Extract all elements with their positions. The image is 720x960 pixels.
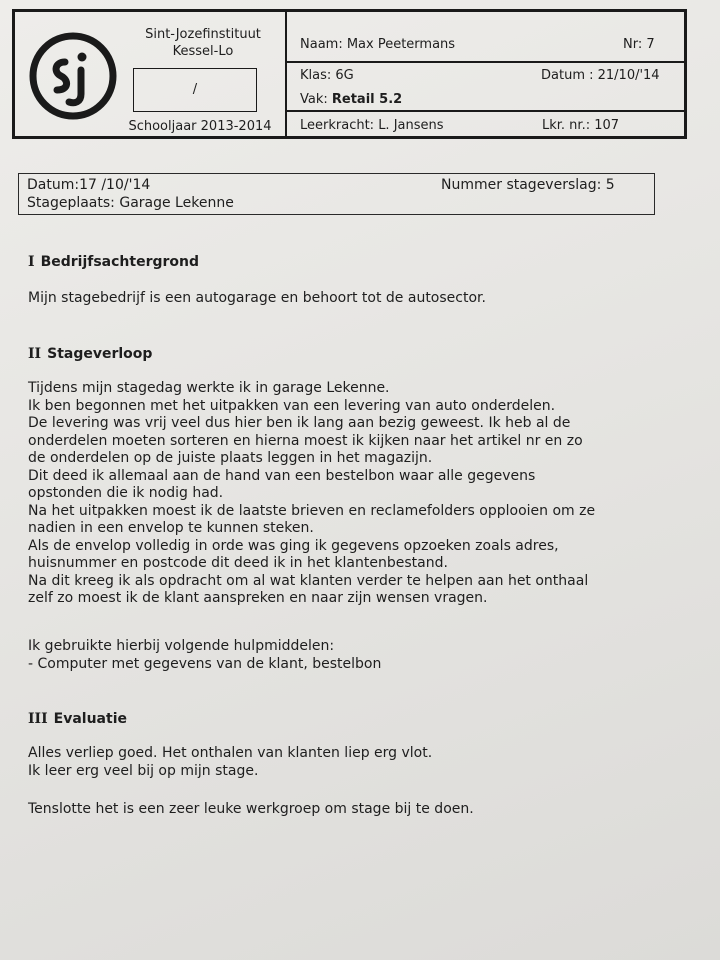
section-number: I	[28, 254, 35, 270]
text-line: Als de envelop volledig in orde was ging ik gegevens opzoeken zoals adres,	[28, 537, 559, 554]
class-label: Klas: 6G	[300, 68, 354, 83]
section-title-evaluatie	[28, 711, 127, 727]
student-name: Naam: Max Peetermans	[300, 37, 456, 52]
text-line: nadien in een envelop te kunnen steken.	[28, 520, 314, 536]
text-line: opstonden die ik nodig had.	[28, 485, 224, 501]
section-title-text: Evaluatie	[53, 711, 127, 727]
text-line: zelf zo moest ik de klant aanspreken en naar zijn wensen vragen.	[28, 590, 488, 606]
paragraph-closing	[28, 801, 474, 819]
slash-box: /	[133, 68, 257, 112]
header-row-divider	[287, 61, 684, 63]
text-line: Alles verliep goed. Het onthalen van klanten liep erg vlot.	[28, 745, 433, 761]
header-row-divider	[287, 110, 684, 112]
text-line: Tenslotte het is een zeer leuke werkgroep om stage bij te doen.	[28, 801, 474, 817]
section-title-stageverloop	[28, 346, 152, 362]
teacher: Leerkracht: L. Jansens	[300, 118, 444, 133]
text-line: Ik gebruikte hierbij volgende hulpmiddelen:	[28, 638, 335, 654]
teacher-number: Lkr. nr.: 107	[542, 118, 620, 133]
text-line: Na dit kreeg ik als opdracht om al wat klanten verder te helpen aan het onthaal	[28, 572, 589, 589]
school-logo-icon	[29, 32, 117, 120]
text-line: - Computer met gegevens van de klant, bestelbon	[28, 655, 382, 672]
text-line: huisnummer en postcode dit deed ik in het klantenbestand.	[28, 555, 448, 571]
paragraph-bedrijfsachtergrond	[28, 290, 486, 308]
paragraph-evaluatie	[28, 745, 432, 780]
section-title-bedrijfsachtergrond	[28, 254, 199, 270]
stage-place: Stageplaats: Garage Lekenne	[27, 195, 234, 211]
header-divider	[285, 12, 287, 136]
text-line: Ik leer erg veel bij op mijn stage.	[28, 762, 259, 779]
school-name-line2: Kessel-Lo	[172, 44, 234, 59]
student-number: Nr: 7	[623, 37, 655, 52]
paragraph-stageverloop	[28, 380, 595, 608]
school-name-line1: Sint-Jozefinstituut	[145, 27, 261, 42]
text-line: Tijdens mijn stagedag werkte ik in garage Lekenne.	[28, 380, 390, 396]
subject-label: Vak:	[300, 92, 332, 107]
subject-value: Retail 5.2	[331, 92, 403, 107]
section-number: III	[28, 711, 48, 727]
text-line: De levering was vrij veel dus hier ben ik lang aan bezig geweest. Ik heb al de	[28, 415, 571, 431]
section-title-text: Stageverloop	[47, 346, 153, 362]
text-line: Ik ben begonnen met het uitpakken van een levering van auto onderdelen.	[28, 397, 556, 414]
subject	[300, 92, 402, 107]
stage-date: Datum:17 /10/'14	[27, 177, 151, 193]
text-line: Mijn stagebedrijf is een autogarage en behoort tot de autosector.	[28, 290, 486, 306]
text-line: de onderdelen op de juiste plaats leggen in het magazijn.	[28, 450, 433, 466]
paragraph-hulpmiddelen	[28, 638, 381, 673]
school-name	[123, 26, 283, 60]
stage-info-box	[18, 173, 655, 215]
section-number: II	[28, 346, 42, 362]
schoolyear: Schooljaar 2013-2014	[128, 119, 272, 134]
document-header	[12, 9, 687, 139]
header-date: Datum : 21/10/'14	[541, 68, 660, 83]
section-title-text: Bedrijfsachtergrond	[40, 254, 200, 270]
text-line: Dit deed ik allemaal aan de hand van een bestelbon waar alle gegevens	[28, 467, 536, 484]
text-line: Na het uitpakken moest ik de laatste brieven en reclamefolders opplooien om ze	[28, 502, 596, 519]
text-line: onderdelen moeten sorteren en hierna moest ik kijken naar het artikel nr en zo	[28, 432, 583, 449]
report-number: Nummer stageverslag: 5	[441, 177, 615, 193]
